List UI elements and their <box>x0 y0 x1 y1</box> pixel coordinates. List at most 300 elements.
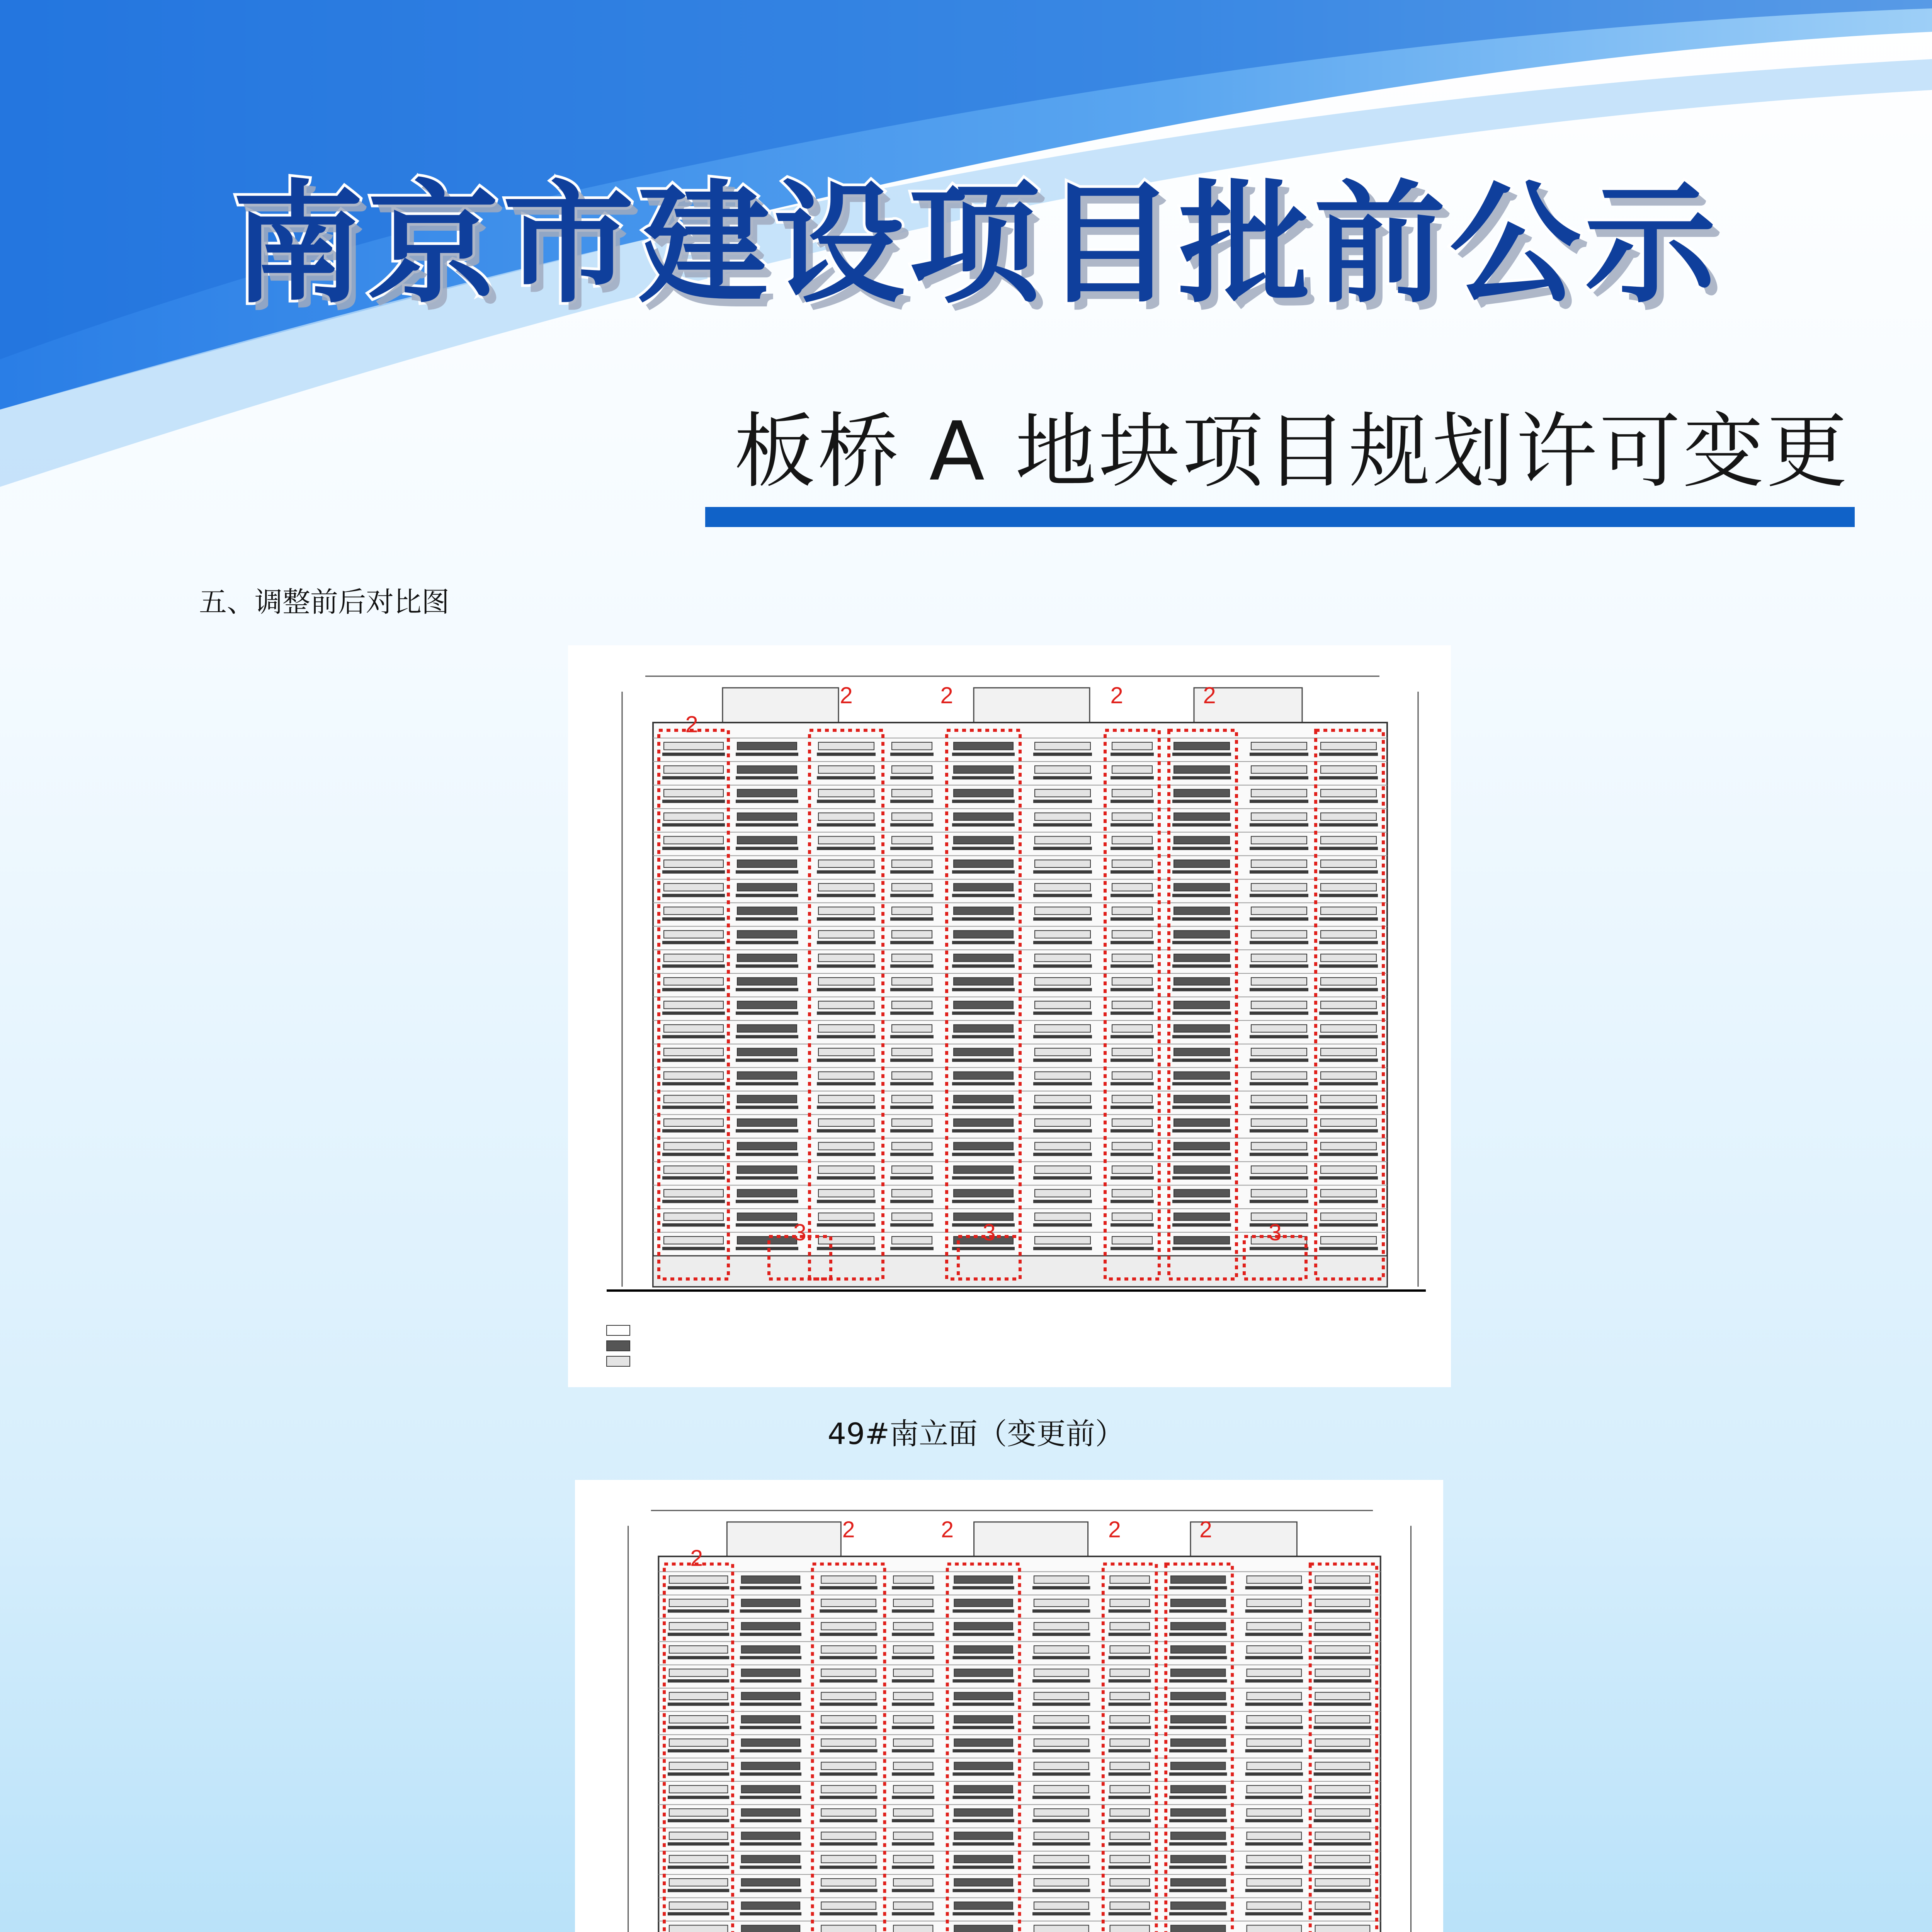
window <box>954 907 1013 914</box>
balcony-rail <box>1032 1726 1090 1729</box>
window <box>1321 954 1376 961</box>
balcony-rail <box>662 1059 725 1062</box>
balcony-rail <box>662 1176 725 1180</box>
window <box>954 1095 1013 1103</box>
window <box>818 930 874 938</box>
window <box>954 1716 1012 1723</box>
balcony-rail <box>1250 1082 1308 1085</box>
window <box>892 1072 932 1079</box>
balcony-rail <box>1314 1679 1371 1682</box>
window <box>1171 1599 1226 1607</box>
window <box>1034 1879 1089 1886</box>
balcony-rail <box>820 1819 877 1822</box>
balcony-rail <box>952 1035 1015 1039</box>
window <box>1251 1025 1307 1032</box>
balcony-rail <box>820 1772 877 1776</box>
balcony-rail <box>952 1059 1015 1062</box>
window <box>1321 1166 1376 1173</box>
balcony-rail <box>1169 1679 1227 1682</box>
balcony-rail <box>817 964 876 968</box>
balcony-rail <box>820 1586 877 1589</box>
window <box>737 1119 797 1126</box>
window <box>954 1048 1013 1056</box>
balcony-rail <box>668 1726 729 1729</box>
balcony-rail <box>668 1749 729 1752</box>
window <box>1174 813 1230 820</box>
balcony-rail <box>1111 1129 1154 1133</box>
window <box>737 1166 797 1173</box>
balcony-rail <box>1111 917 1154 921</box>
balcony-rail <box>1109 1609 1151 1612</box>
balcony-rail <box>1172 1247 1231 1250</box>
window <box>818 1213 874 1220</box>
balcony-rail <box>1169 1772 1227 1776</box>
balcony-rail <box>1033 823 1092 827</box>
window <box>893 1786 933 1793</box>
balcony-rail <box>1319 870 1378 874</box>
window <box>1251 1119 1307 1126</box>
balcony-rail <box>1111 988 1154 992</box>
balcony-rail <box>1033 1035 1092 1039</box>
balcony-rail <box>1172 988 1231 992</box>
window <box>1174 1095 1230 1103</box>
balcony-rail <box>952 1912 1014 1915</box>
window <box>1034 1716 1089 1723</box>
balcony-rail <box>740 1586 801 1589</box>
window <box>821 1692 876 1700</box>
window <box>954 813 1013 820</box>
balcony-rail <box>1032 1749 1090 1752</box>
window <box>1034 1599 1089 1607</box>
balcony-rail <box>952 1656 1014 1659</box>
balcony-rail <box>1033 870 1092 874</box>
balcony-rail <box>1172 1035 1231 1039</box>
window <box>664 860 723 867</box>
balcony-rail <box>817 1059 876 1062</box>
window <box>821 1622 876 1630</box>
window <box>1321 907 1376 914</box>
window <box>1321 1095 1376 1103</box>
window <box>669 1599 728 1607</box>
balcony-rail <box>1319 753 1378 756</box>
balcony-rail <box>1250 894 1308 897</box>
balcony-rail <box>668 1772 729 1776</box>
balcony-rail <box>892 1772 934 1776</box>
window <box>1171 1832 1226 1839</box>
window <box>1315 1599 1370 1607</box>
balcony-rail <box>1033 1129 1092 1133</box>
balcony-rail <box>1111 1200 1154 1203</box>
balcony-rail <box>668 1656 729 1659</box>
balcony-rail <box>1109 1912 1151 1915</box>
window <box>669 1902 728 1909</box>
balcony-rail <box>1250 964 1308 968</box>
window <box>742 1809 800 1816</box>
balcony-rail <box>892 1656 934 1659</box>
balcony-rail <box>1172 964 1231 968</box>
window <box>1174 789 1230 797</box>
window <box>664 1236 723 1244</box>
balcony-rail <box>817 1082 876 1085</box>
window <box>664 907 723 914</box>
window <box>1110 1669 1150 1676</box>
window <box>892 766 932 773</box>
window <box>892 1095 932 1103</box>
window <box>1171 1716 1226 1723</box>
window <box>821 1786 876 1793</box>
balcony-rail <box>890 1035 934 1039</box>
balcony-rail <box>1172 894 1231 897</box>
window <box>669 1762 728 1770</box>
window <box>821 1716 876 1723</box>
window <box>818 742 874 750</box>
window <box>664 766 723 773</box>
window <box>893 1809 933 1816</box>
balcony-rail <box>1111 1012 1154 1015</box>
window <box>892 742 932 750</box>
balcony-rail <box>817 1200 876 1203</box>
window <box>737 1072 797 1079</box>
balcony-rail <box>1314 1586 1371 1589</box>
window <box>1035 954 1090 961</box>
window <box>954 837 1013 844</box>
balcony-rail <box>817 894 876 897</box>
window <box>818 1189 874 1197</box>
window <box>1112 978 1152 985</box>
window <box>1321 1025 1376 1032</box>
window <box>1112 813 1152 820</box>
balcony-rail <box>736 1153 798 1156</box>
window <box>821 1739 876 1746</box>
window <box>1247 1739 1302 1746</box>
window <box>1174 883 1230 891</box>
balcony-rail <box>1169 1889 1227 1892</box>
window <box>664 1072 723 1079</box>
elevation-drawing-before <box>568 645 1451 1387</box>
balcony-rail <box>952 1609 1014 1612</box>
balcony-rail <box>668 1702 729 1706</box>
balcony-rail <box>1245 1679 1303 1682</box>
window <box>1171 1646 1226 1653</box>
balcony-rail <box>1314 1633 1371 1636</box>
window <box>737 1142 797 1150</box>
window <box>742 1622 800 1630</box>
markup-number: 2 <box>1108 1516 1121 1543</box>
window <box>954 978 1013 985</box>
window <box>1171 1809 1226 1816</box>
window <box>1251 1048 1307 1056</box>
window <box>821 1855 876 1863</box>
balcony-rail <box>740 1819 801 1822</box>
window <box>892 883 932 891</box>
window <box>669 1576 728 1583</box>
window <box>742 1925 800 1932</box>
window <box>1251 1072 1307 1079</box>
balcony-rail <box>952 1679 1014 1682</box>
window <box>1315 1925 1370 1932</box>
balcony-rail <box>662 823 725 827</box>
window <box>821 1576 876 1583</box>
balcony-rail <box>952 776 1015 780</box>
window <box>821 1879 876 1886</box>
window <box>1112 1048 1152 1056</box>
balcony-rail <box>1169 1912 1227 1915</box>
window <box>1174 1025 1230 1032</box>
balcony-rail <box>952 823 1015 827</box>
balcony-rail <box>1250 941 1308 944</box>
window <box>892 789 932 797</box>
balcony-rail <box>952 964 1015 968</box>
window <box>818 837 874 844</box>
balcony-rail <box>1109 1679 1151 1682</box>
balcony-rail <box>1250 800 1308 803</box>
balcony-rail <box>1319 1082 1378 1085</box>
balcony-rail <box>892 1633 934 1636</box>
window <box>1251 907 1307 914</box>
balcony-rail <box>1032 1586 1090 1589</box>
balcony-rail <box>952 1176 1015 1180</box>
window <box>737 1095 797 1103</box>
window <box>821 1925 876 1932</box>
balcony-rail <box>890 1129 934 1133</box>
window <box>892 1213 932 1220</box>
window <box>1035 860 1090 867</box>
balcony-rail <box>1319 847 1378 850</box>
window <box>1251 1189 1307 1197</box>
window <box>1315 1809 1370 1816</box>
window <box>1315 1786 1370 1793</box>
balcony-rail <box>820 1912 877 1915</box>
balcony-rail <box>1245 1609 1303 1612</box>
window <box>737 1213 797 1220</box>
balcony-rail <box>1172 776 1231 780</box>
window <box>1035 1166 1090 1173</box>
page-title: 南京市建设项目批前公示 <box>232 167 1720 321</box>
balcony-rail <box>952 1200 1015 1203</box>
window <box>1321 837 1376 844</box>
balcony-rail <box>662 1200 725 1203</box>
window <box>664 1119 723 1126</box>
window <box>1321 1142 1376 1150</box>
balcony-rail <box>740 1749 801 1752</box>
balcony-rail <box>1111 847 1154 850</box>
balcony-rail <box>1111 1247 1154 1250</box>
window <box>1174 1236 1230 1244</box>
window <box>1171 1925 1226 1932</box>
balcony-rail <box>1169 1819 1227 1822</box>
balcony-rail <box>1250 1176 1308 1180</box>
balcony-rail <box>1033 1153 1092 1156</box>
balcony-rail <box>1032 1889 1090 1892</box>
balcony-rail <box>1111 1105 1154 1109</box>
window <box>737 907 797 914</box>
window <box>669 1809 728 1816</box>
window <box>954 1902 1012 1909</box>
balcony-rail <box>1319 941 1378 944</box>
balcony-rail <box>1319 1153 1378 1156</box>
window <box>1174 1142 1230 1150</box>
balcony-rail <box>1314 1842 1371 1845</box>
markup-number: 3 <box>793 1219 806 1245</box>
window <box>737 766 797 773</box>
balcony-rail <box>1109 1819 1151 1822</box>
balcony-rail <box>892 1749 934 1752</box>
balcony-rail <box>890 894 934 897</box>
window <box>954 1025 1013 1032</box>
balcony-rail <box>1169 1866 1227 1869</box>
window <box>1321 978 1376 985</box>
balcony-rail <box>1172 1176 1231 1180</box>
balcony-rail <box>1169 1702 1227 1706</box>
balcony-rail <box>890 988 934 992</box>
balcony-rail <box>1109 1889 1151 1892</box>
window <box>1247 1716 1302 1723</box>
balcony-rail <box>890 1059 934 1062</box>
balcony-rail <box>736 917 798 921</box>
window <box>1315 1669 1370 1676</box>
balcony-rail <box>1172 1082 1231 1085</box>
window <box>1035 978 1090 985</box>
balcony-rail <box>736 964 798 968</box>
balcony-rail <box>820 1842 877 1845</box>
window <box>1110 1646 1150 1653</box>
window <box>1110 1599 1150 1607</box>
window <box>1315 1692 1370 1700</box>
window <box>664 1142 723 1150</box>
balcony-rail <box>1319 1059 1378 1062</box>
window <box>892 1142 932 1150</box>
balcony-rail <box>1111 1153 1154 1156</box>
balcony-rail <box>1250 870 1308 874</box>
window <box>893 1762 933 1770</box>
balcony-rail <box>1033 1082 1092 1085</box>
balcony-rail <box>1032 1702 1090 1706</box>
balcony-rail <box>1245 1842 1303 1845</box>
balcony-rail <box>1032 1866 1090 1869</box>
balcony-rail <box>1172 1153 1231 1156</box>
window <box>737 954 797 961</box>
window <box>1174 930 1230 938</box>
window <box>1321 1072 1376 1079</box>
window <box>1251 930 1307 938</box>
balcony-rail <box>668 1866 729 1869</box>
balcony-rail <box>817 1105 876 1109</box>
window <box>954 883 1013 891</box>
window <box>954 1809 1012 1816</box>
window <box>1112 837 1152 844</box>
balcony-rail <box>820 1726 877 1729</box>
balcony-rail <box>662 1105 725 1109</box>
balcony-rail <box>1250 1105 1308 1109</box>
window <box>818 766 874 773</box>
balcony-rail <box>736 1105 798 1109</box>
window <box>1110 1809 1150 1816</box>
window <box>1174 1072 1230 1079</box>
balcony-rail <box>952 1796 1014 1799</box>
window <box>893 1669 933 1676</box>
balcony-rail <box>662 847 725 850</box>
window <box>821 1646 876 1653</box>
balcony-rail <box>740 1726 801 1729</box>
window <box>1247 1622 1302 1630</box>
window <box>1171 1762 1226 1770</box>
balcony-rail <box>890 1082 934 1085</box>
window <box>669 1692 728 1700</box>
balcony-rail <box>1314 1609 1371 1612</box>
balcony-rail <box>662 988 725 992</box>
window <box>1171 1855 1226 1863</box>
balcony-rail <box>820 1609 877 1612</box>
balcony-rail <box>952 1842 1014 1845</box>
window <box>1034 1902 1089 1909</box>
balcony-rail <box>740 1609 801 1612</box>
balcony-rail <box>1319 776 1378 780</box>
window <box>1315 1646 1370 1653</box>
balcony-rail <box>952 1153 1015 1156</box>
window <box>892 907 932 914</box>
window <box>893 1599 933 1607</box>
window <box>1321 1001 1376 1009</box>
balcony-rail <box>952 941 1015 944</box>
legend-swatch <box>607 1325 630 1335</box>
window <box>1321 883 1376 891</box>
window <box>893 1902 933 1909</box>
balcony-rail <box>1250 1153 1308 1156</box>
window <box>818 907 874 914</box>
balcony-rail <box>1172 941 1231 944</box>
window <box>1251 1142 1307 1150</box>
window <box>664 813 723 820</box>
balcony-rail <box>1250 1200 1308 1203</box>
balcony-rail <box>740 1656 801 1659</box>
window <box>1110 1786 1150 1793</box>
balcony-rail <box>736 1247 798 1250</box>
roof-volume <box>727 1522 841 1556</box>
balcony-rail <box>662 1035 725 1039</box>
balcony-rail <box>952 1082 1015 1085</box>
balcony-rail <box>668 1679 729 1682</box>
balcony-rail <box>952 917 1015 921</box>
balcony-rail <box>1111 964 1154 968</box>
balcony-rail <box>890 1176 934 1180</box>
balcony-rail <box>1319 1035 1378 1039</box>
balcony-rail <box>1109 1842 1151 1845</box>
window <box>1315 1622 1370 1630</box>
window <box>1247 1786 1302 1793</box>
window <box>1315 1855 1370 1863</box>
window <box>1247 1669 1302 1676</box>
balcony-rail <box>820 1749 877 1752</box>
balcony-rail <box>1032 1819 1090 1822</box>
window <box>669 1669 728 1676</box>
window <box>893 1692 933 1700</box>
balcony-rail <box>736 753 798 756</box>
balcony-rail <box>1033 1247 1092 1250</box>
elevation-group <box>613 1510 1418 1932</box>
window <box>954 860 1013 867</box>
balcony-rail <box>952 800 1015 803</box>
window <box>1321 930 1376 938</box>
window <box>737 1001 797 1009</box>
window <box>954 1692 1012 1700</box>
balcony-rail <box>1245 1656 1303 1659</box>
balcony-rail <box>668 1842 729 1845</box>
window <box>1112 1025 1152 1032</box>
balcony-rail <box>1169 1586 1227 1589</box>
balcony-rail <box>1314 1772 1371 1776</box>
balcony-rail <box>820 1702 877 1706</box>
balcony-rail <box>817 1129 876 1133</box>
